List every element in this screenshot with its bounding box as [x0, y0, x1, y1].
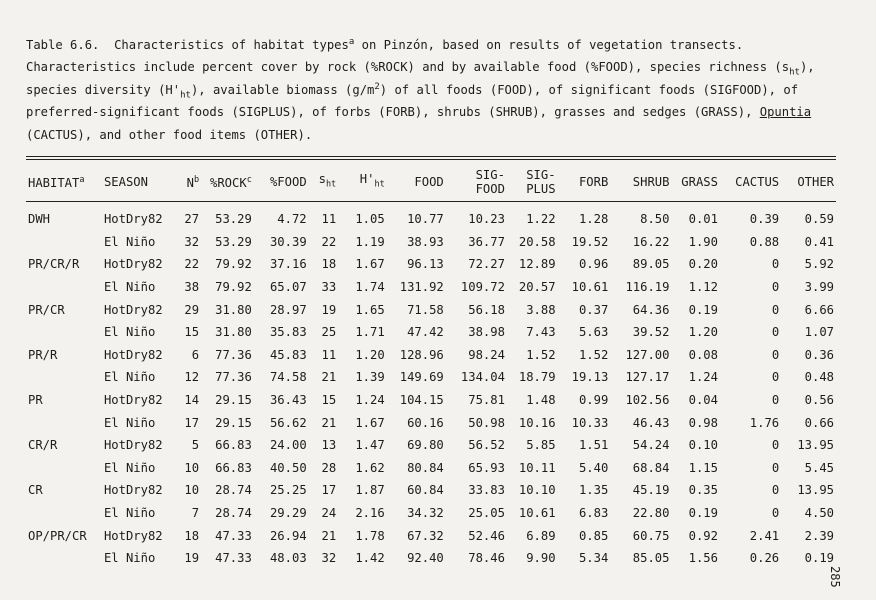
cell-habitat — [26, 276, 102, 299]
cell-sigplus: 6.89 — [526, 528, 556, 543]
cell-sigfood: 109.72 — [460, 280, 505, 295]
cell-rock-pct: 77.36 — [215, 347, 252, 362]
cell-other: 0.41 — [804, 234, 834, 249]
cell-food: 60.84 — [407, 483, 444, 498]
cell-rock-pct: 47.33 — [215, 551, 252, 566]
cell-habitat — [26, 366, 102, 389]
cell-cactus: 0 — [771, 347, 780, 362]
cell-grass: 1.20 — [688, 325, 718, 340]
cell-food: 96.13 — [407, 257, 444, 272]
cell-rock-pct: 66.83 — [215, 460, 252, 475]
cell-season: El Niño — [103, 551, 156, 566]
cell-habitat: CR/R — [28, 438, 58, 453]
cell-habitat — [26, 321, 102, 344]
header-shrub: SHRUB — [632, 175, 670, 189]
header-s-ht: $s_{ht}$ — [318, 172, 337, 190]
cell-food-pct: 25.25 — [269, 483, 307, 498]
top-rule-double — [26, 159, 836, 160]
cell-food: 60.16 — [407, 415, 444, 430]
cell-cactus: 0 — [771, 483, 780, 498]
cell-shrub: 64.36 — [632, 302, 670, 317]
caption-text-3: ), species diversity (H' — [26, 60, 815, 97]
cell-s-ht: 24 — [321, 506, 337, 521]
cell-cactus: 0 — [771, 302, 780, 317]
cell-forb: 10.33 — [571, 415, 609, 430]
cell-h-ht: 1.24 — [355, 393, 385, 408]
cell-h-ht: 1.19 — [355, 234, 385, 249]
cell-rock-pct: 79.92 — [215, 257, 252, 272]
cell-n: 10 — [184, 483, 200, 498]
cell-n: 12 — [184, 370, 200, 385]
cell-shrub: 85.05 — [632, 551, 670, 566]
caption-opuntia: Opuntia — [759, 105, 812, 120]
cell-forb: 1.51 — [578, 438, 609, 453]
cell-food-pct: 24.00 — [269, 438, 307, 453]
cell-h-ht: 1.20 — [355, 347, 385, 362]
cell-sigplus: 10.10 — [518, 483, 556, 498]
cell-sigplus: 12.89 — [518, 257, 556, 272]
cell-cactus: 2.41 — [749, 528, 780, 543]
cell-sigfood: 65.93 — [468, 460, 505, 475]
cell-h-ht: 1.47 — [355, 438, 385, 453]
table-row — [26, 389, 836, 412]
cell-forb: 19.52 — [571, 234, 609, 249]
cell-other: 0.56 — [804, 393, 834, 408]
cell-sigfood: 33.83 — [468, 483, 505, 498]
cell-sigplus: 1.22 — [526, 212, 556, 227]
cell-sigfood: 98.24 — [468, 347, 505, 362]
cell-grass: 0.08 — [688, 347, 718, 362]
cell-s-ht: 21 — [321, 415, 337, 430]
table-row — [26, 411, 836, 434]
table-row — [26, 231, 836, 254]
cell-food-pct: 30.39 — [269, 234, 307, 249]
cell-cactus: 0 — [771, 438, 780, 453]
cell-season: El Niño — [103, 280, 156, 295]
cell-cactus: 1.76 — [749, 415, 780, 430]
cell-season: HotDry82 — [103, 483, 163, 498]
header-sigplus: SIG- PLUS — [526, 168, 556, 196]
cell-food: 92.40 — [407, 551, 444, 566]
cell-h-ht: 1.67 — [355, 257, 385, 272]
cell-forb: 0.99 — [578, 393, 609, 408]
header-h-ht: $H'_{ht}$ — [359, 172, 385, 190]
header-habitat: HABITAT$^a$ — [28, 175, 85, 191]
caption-text-1: Characteristics of habitat types — [114, 38, 349, 52]
cell-food-pct: 48.03 — [269, 551, 307, 566]
cell-shrub: 16.22 — [632, 234, 670, 249]
cell-grass: 1.24 — [688, 370, 718, 385]
cell-h-ht: 1.39 — [355, 370, 385, 385]
cell-other: 0.59 — [804, 212, 834, 227]
cell-food: 104.15 — [399, 393, 444, 408]
cell-n: 5 — [191, 438, 200, 453]
cell-cactus: 0 — [771, 325, 780, 340]
cell-shrub: 46.43 — [632, 415, 670, 430]
cell-food-pct: 28.97 — [269, 302, 307, 317]
cell-food: 10.77 — [407, 212, 444, 227]
cell-cactus: 0.26 — [749, 551, 780, 566]
cell-cactus: 0 — [771, 506, 780, 521]
caption-superscript-2: 2 — [374, 81, 380, 92]
cell-rock-pct: 53.29 — [215, 234, 252, 249]
cell-shrub: 102.56 — [625, 393, 670, 408]
cell-h-ht: 1.05 — [355, 212, 385, 227]
cell-food: 149.69 — [399, 370, 444, 385]
header-row — [26, 164, 836, 200]
cell-n: 10 — [184, 460, 200, 475]
cell-sigfood: 38.98 — [468, 325, 505, 340]
cell-season: El Niño — [103, 506, 156, 521]
cell-rock-pct: 53.29 — [215, 212, 252, 227]
cell-sigfood: 52.46 — [468, 528, 505, 543]
cell-grass: 1.56 — [688, 551, 718, 566]
cell-sigfood: 10.23 — [468, 212, 505, 227]
table-row — [26, 276, 836, 299]
cell-season: El Niño — [103, 370, 156, 385]
caption-footnote-a: a — [348, 36, 355, 47]
cell-n: 22 — [184, 257, 200, 272]
cell-food-pct: 26.94 — [269, 528, 307, 543]
header-food-pct: %FOOD — [269, 175, 307, 189]
cell-forb: 0.85 — [578, 528, 609, 543]
cell-food-pct: 35.83 — [269, 325, 307, 340]
cell-food-pct: 45.83 — [269, 347, 307, 362]
table-row — [26, 457, 836, 480]
habitat-table — [26, 164, 836, 570]
cell-forb: 5.63 — [578, 325, 609, 340]
table-row — [26, 208, 836, 231]
header-rock: %ROCK$^c$ — [210, 175, 252, 191]
cell-n: 7 — [191, 506, 200, 521]
cell-food-pct: 37.16 — [269, 257, 307, 272]
cell-other: 0.36 — [804, 347, 834, 362]
cell-sigfood: 75.81 — [468, 393, 505, 408]
cell-sigplus: 9.90 — [526, 551, 556, 566]
cell-s-ht: 22 — [321, 234, 337, 249]
cell-sigplus: 3.88 — [526, 302, 556, 317]
header-forb: FORB — [578, 175, 609, 189]
cell-food-pct: 4.72 — [277, 212, 307, 227]
cell-sigplus: 5.85 — [526, 438, 556, 453]
cell-forb: 1.52 — [578, 347, 609, 362]
cell-forb: 6.83 — [578, 506, 609, 521]
cell-other: 13.95 — [797, 438, 834, 453]
cell-rock-pct: 28.74 — [215, 506, 252, 521]
cell-forb: 1.28 — [578, 212, 609, 227]
caption-label: Table 6.6. — [26, 38, 100, 52]
cell-grass: 0.19 — [688, 506, 718, 521]
cell-food-pct: 65.07 — [269, 280, 307, 295]
cell-cactus: 0 — [771, 460, 780, 475]
caption-text-2: on Pinzón, based on results of vegetation transects. Characteristics include percent cover by rock (%ROCK) and by available food (%FOOD), species richness (s — [26, 38, 790, 75]
cell-n: 6 — [191, 347, 200, 362]
cell-n: 29 — [184, 302, 200, 317]
page-number: 285 — [828, 566, 842, 588]
cell-grass: 0.10 — [688, 438, 718, 453]
table-row — [26, 253, 836, 276]
cell-shrub: 127.00 — [625, 347, 670, 362]
caption-text-4: ), available biomass (g/m — [190, 82, 375, 97]
cell-season: El Niño — [103, 325, 156, 340]
cell-season: HotDry82 — [103, 347, 163, 362]
cell-forb: 10.61 — [571, 280, 609, 295]
cell-sigplus: 20.58 — [518, 234, 556, 249]
cell-habitat — [26, 502, 102, 525]
cell-grass: 0.35 — [688, 483, 718, 498]
cell-h-ht: 1.78 — [355, 528, 385, 543]
cell-food: 128.96 — [399, 347, 444, 362]
cell-other: 2.39 — [804, 528, 834, 543]
cell-season: HotDry82 — [103, 302, 163, 317]
cell-shrub: 22.80 — [632, 506, 670, 521]
cell-sigplus: 1.48 — [526, 393, 556, 408]
cell-forb: 5.34 — [578, 551, 609, 566]
cell-grass: 0.98 — [688, 415, 718, 430]
cell-h-ht: 1.62 — [355, 460, 385, 475]
table-caption — [26, 34, 816, 146]
cell-n: 18 — [184, 528, 200, 543]
cell-cactus: 0.39 — [749, 212, 780, 227]
cell-shrub: 60.75 — [632, 528, 670, 543]
cell-food: 131.92 — [399, 280, 444, 295]
cell-other: 5.92 — [804, 257, 834, 272]
cell-sigplus: 10.16 — [518, 415, 556, 430]
cell-grass: 1.12 — [688, 280, 718, 295]
header-food: FOOD — [414, 175, 444, 189]
cell-shrub: 45.19 — [632, 483, 670, 498]
cell-food: 67.32 — [407, 528, 444, 543]
cell-habitat: OP/PR/CR — [28, 528, 87, 543]
cell-h-ht: 1.74 — [355, 280, 385, 295]
cell-grass: 0.19 — [688, 302, 718, 317]
cell-rock-pct: 66.83 — [215, 438, 252, 453]
cell-habitat: PR — [28, 393, 43, 408]
cell-shrub: 127.17 — [625, 370, 670, 385]
table-row — [26, 344, 836, 367]
cell-s-ht: 11 — [321, 347, 337, 362]
cell-season: HotDry82 — [103, 257, 163, 272]
header-season: SEASON — [103, 175, 148, 189]
header-cactus: CACTUS — [735, 175, 780, 189]
cell-s-ht: 21 — [321, 528, 337, 543]
cell-season: HotDry82 — [103, 393, 163, 408]
cell-forb: 0.37 — [578, 302, 609, 317]
cell-season: HotDry82 — [103, 438, 163, 453]
cell-shrub: 39.52 — [632, 325, 670, 340]
caption-subscript-ht-2: ht — [180, 90, 191, 101]
cell-habitat — [26, 231, 102, 254]
cell-season: HotDry82 — [103, 528, 163, 543]
cell-n: 27 — [184, 212, 200, 227]
cell-h-ht: 1.71 — [355, 325, 385, 340]
cell-s-ht: 32 — [321, 551, 337, 566]
cell-s-ht: 33 — [321, 280, 337, 295]
cell-s-ht: 28 — [321, 460, 337, 475]
cell-rock-pct: 29.15 — [215, 393, 252, 408]
cell-other: 6.66 — [804, 302, 834, 317]
cell-shrub: 8.50 — [640, 212, 670, 227]
cell-food: 34.32 — [407, 506, 444, 521]
cell-sigplus: 10.61 — [518, 506, 556, 521]
header-sigfood: SIG- FOOD — [475, 168, 505, 196]
cell-cactus: 0.88 — [749, 234, 780, 249]
table-row — [26, 547, 836, 570]
cell-sigfood: 78.46 — [468, 551, 505, 566]
cell-rock-pct: 77.36 — [215, 370, 252, 385]
cell-habitat — [26, 547, 102, 570]
cell-h-ht: 2.16 — [355, 506, 385, 521]
cell-n: 15 — [184, 325, 200, 340]
cell-food: 38.93 — [407, 234, 444, 249]
cell-shrub: 89.05 — [632, 257, 670, 272]
cell-food: 80.84 — [407, 460, 444, 475]
cell-other: 0.48 — [804, 370, 834, 385]
cell-forb: 0.96 — [578, 257, 609, 272]
top-rule — [26, 156, 836, 157]
cell-rock-pct: 31.80 — [215, 325, 252, 340]
cell-other: 13.95 — [797, 483, 834, 498]
cell-season: El Niño — [103, 415, 156, 430]
caption-text-5: ) of all foods (FOOD), of significant foods (SIGFOOD), of preferred-significant foods (SIGPLUS), of forbs (FORB), shrubs (SHRUB), grasses and sedges (GRASS), — [26, 82, 799, 120]
cell-cactus: 0 — [771, 280, 780, 295]
table-row — [26, 524, 836, 547]
cell-habitat — [26, 411, 102, 434]
cell-grass: 0.01 — [688, 212, 718, 227]
cell-s-ht: 18 — [321, 257, 337, 272]
cell-cactus: 0 — [771, 257, 780, 272]
table-row — [26, 366, 836, 389]
cell-cactus: 0 — [771, 393, 780, 408]
cell-food-pct: 56.62 — [269, 415, 307, 430]
table-row — [26, 298, 836, 321]
cell-season: HotDry82 — [103, 212, 163, 227]
cell-sigfood: 56.18 — [468, 302, 505, 317]
cell-shrub: 68.84 — [632, 460, 670, 475]
header-n: $N^b$ — [186, 175, 200, 191]
cell-sigplus: 18.79 — [518, 370, 556, 385]
cell-grass: 0.04 — [688, 393, 718, 408]
cell-rock-pct: 47.33 — [215, 528, 252, 543]
cell-sigfood: 25.05 — [468, 506, 505, 521]
header-grass: GRASS — [681, 175, 718, 189]
cell-habitat: DWH — [28, 212, 51, 227]
cell-shrub: 116.19 — [625, 280, 670, 295]
cell-sigfood: 36.77 — [468, 234, 505, 249]
cell-rock-pct: 31.80 — [215, 302, 252, 317]
cell-other: 0.19 — [804, 551, 834, 566]
cell-s-ht: 25 — [321, 325, 337, 340]
cell-habitat: PR/CR — [28, 302, 65, 317]
cell-sigplus: 20.57 — [518, 280, 556, 295]
cell-forb: 1.35 — [578, 483, 609, 498]
cell-other: 5.45 — [804, 460, 834, 475]
cell-s-ht: 17 — [321, 483, 337, 498]
cell-n: 32 — [184, 234, 200, 249]
cell-sigplus: 1.52 — [526, 347, 556, 362]
cell-n: 38 — [184, 280, 200, 295]
cell-shrub: 54.24 — [632, 438, 670, 453]
cell-h-ht: 1.65 — [355, 302, 385, 317]
caption-text-6: (CACTUS), and other food items (OTHER). — [26, 127, 313, 142]
cell-other: 0.66 — [804, 415, 834, 430]
cell-s-ht: 11 — [321, 212, 337, 227]
cell-s-ht: 19 — [321, 302, 337, 317]
cell-sigfood: 72.27 — [468, 257, 505, 272]
cell-other: 4.50 — [804, 506, 834, 521]
cell-h-ht: 1.42 — [355, 551, 385, 566]
cell-cactus: 0 — [771, 370, 780, 385]
header-other: OTHER — [797, 175, 834, 189]
cell-sigplus: 10.11 — [518, 460, 556, 475]
cell-food-pct: 74.58 — [269, 370, 307, 385]
cell-n: 17 — [184, 415, 200, 430]
cell-n: 19 — [184, 551, 200, 566]
cell-grass: 1.15 — [688, 460, 718, 475]
cell-season: El Niño — [103, 234, 156, 249]
cell-food: 71.58 — [407, 302, 444, 317]
cell-other: 3.99 — [804, 280, 834, 295]
cell-s-ht: 21 — [321, 370, 337, 385]
caption-subscript-ht-1: ht — [789, 67, 800, 78]
cell-h-ht: 1.87 — [355, 483, 385, 498]
cell-food-pct: 29.29 — [269, 506, 307, 521]
cell-habitat: PR/CR/R — [28, 257, 80, 272]
cell-food: 69.80 — [407, 438, 444, 453]
cell-s-ht: 13 — [321, 438, 337, 453]
cell-sigfood: 56.52 — [468, 438, 505, 453]
cell-sigplus: 7.43 — [526, 325, 556, 340]
cell-rock-pct: 79.92 — [215, 280, 252, 295]
cell-food-pct: 40.50 — [269, 460, 307, 475]
table-row — [26, 479, 836, 502]
cell-forb: 19.13 — [571, 370, 609, 385]
cell-rock-pct: 29.15 — [215, 415, 252, 430]
cell-sigfood: 134.04 — [460, 370, 505, 385]
cell-food: 47.42 — [407, 325, 444, 340]
table-row — [26, 502, 836, 525]
table-row — [26, 434, 836, 457]
cell-season: El Niño — [103, 460, 156, 475]
cell-habitat — [26, 457, 102, 480]
cell-rock-pct: 28.74 — [215, 483, 252, 498]
cell-grass: 1.90 — [688, 234, 718, 249]
cell-forb: 5.40 — [578, 460, 609, 475]
cell-n: 14 — [184, 393, 200, 408]
cell-s-ht: 15 — [321, 393, 337, 408]
cell-grass: 0.92 — [688, 528, 718, 543]
table-row — [26, 321, 836, 344]
cell-grass: 0.20 — [688, 257, 718, 272]
cell-h-ht: 1.67 — [355, 415, 385, 430]
cell-other: 1.07 — [804, 325, 834, 340]
cell-habitat: PR/R — [28, 347, 58, 362]
cell-habitat: CR — [28, 483, 43, 498]
cell-food-pct: 36.43 — [269, 393, 307, 408]
cell-sigfood: 50.98 — [468, 415, 505, 430]
